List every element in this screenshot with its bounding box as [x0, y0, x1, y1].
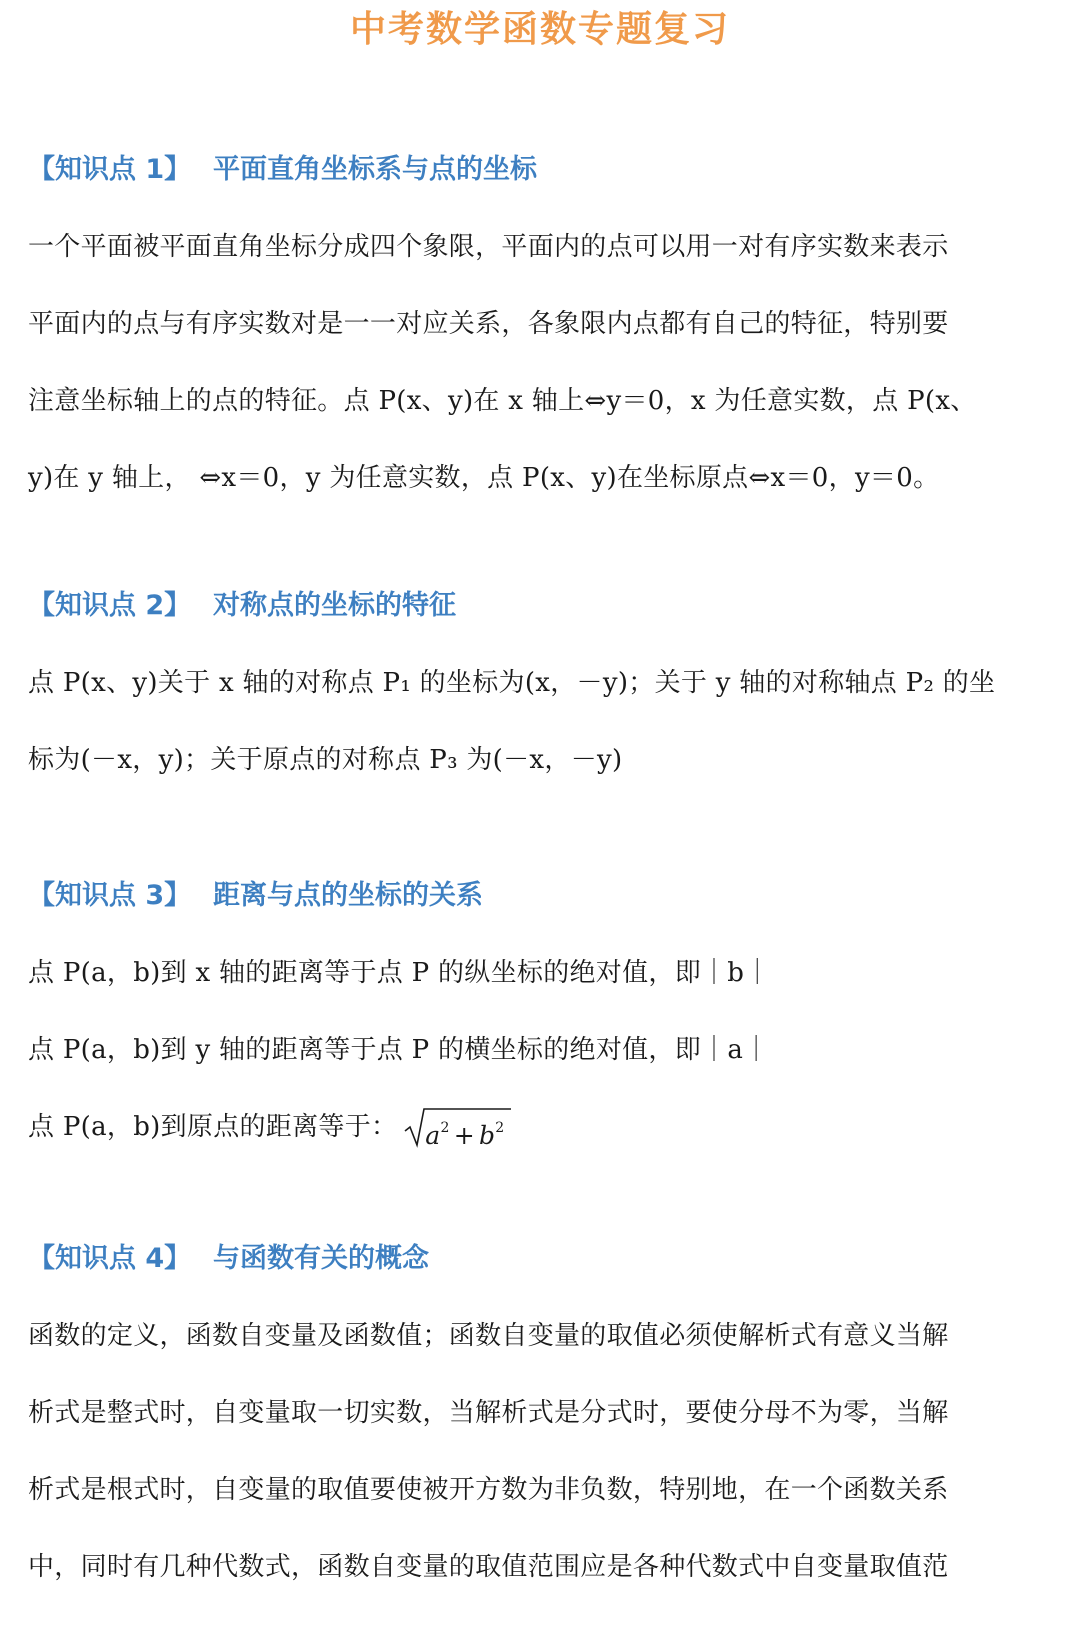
formula-lead-text: 点 P(a，b)到原点的距离等于：: [28, 1112, 398, 1142]
page-title: 中考数学函数专题复习: [349, 9, 730, 50]
formula-plus: +: [453, 1121, 475, 1150]
section-knowledge-1: [28, 150, 1058, 517]
section-knowledge-4: [28, 1239, 1058, 1606]
section-heading: [28, 586, 1058, 626]
paragraph-line: 析式是整式时，自变量取一切实数，当解析式是分式时，要使分母不为零，当解: [28, 1398, 949, 1428]
paragraph-line-formula: [28, 1089, 1058, 1166]
section-heading: [28, 876, 1058, 916]
paragraph-line: 点 P(x、y)关于 x 轴的对称点 P₁ 的坐标为(x，－y)；关于 y 轴的对称轴点 P₂ 的坐: [28, 668, 996, 698]
section-title: 距离与点的坐标的关系: [213, 880, 483, 911]
section-title: 对称点的坐标的特征: [213, 590, 456, 621]
paragraph-line: 点 P(a，b)到 x 轴的距离等于点 P 的纵坐标的绝对值，即｜b｜: [28, 958, 771, 988]
formula-exp-b: 2: [495, 1120, 505, 1136]
paragraph-line: 中，同时有几种代数式，函数自变量的取值范围应是各种代数式中自变量取值范: [28, 1552, 949, 1582]
formula-var-b: b: [478, 1121, 496, 1150]
section-knowledge-2: [28, 586, 1058, 799]
paragraph-line: y)在 y 轴上， ⇔x＝0，y 为任意实数，点 P(x、y)在坐标原点⇔x＝0，y＝0。: [28, 463, 940, 493]
paragraph-line: 注意坐标轴上的点的特征。点 P(x、y)在 x 轴上⇔y＝0，x 为任意实数，点 P(x、: [28, 386, 977, 416]
paragraph-line: 标为(－x，y)；关于原点的对称点 P₃ 为(－x，－y): [28, 745, 623, 775]
paragraph-line: 函数的定义，函数自变量及函数值；函数自变量的取值必须使解析式有意义当解: [28, 1321, 949, 1351]
paragraph-line: 点 P(a，b)到 y 轴的距离等于点 P 的横坐标的绝对值，即｜a｜: [28, 1035, 770, 1065]
section-heading: [28, 150, 1058, 190]
paragraph-line: 析式是根式时，自变量的取值要使被开方数为非负数，特别地，在一个函数关系: [28, 1475, 949, 1505]
sqrt-expression: [425, 1113, 504, 1151]
sqrt-formula: [403, 1107, 513, 1149]
formula-var-a: a: [425, 1121, 441, 1150]
section-tag: 【知识点 4】: [28, 1243, 192, 1274]
section-tag: 【知识点 1】: [28, 154, 192, 185]
paragraph-line: 平面内的点与有序实数对是一一对应关系，各象限内点都有自己的特征，特别要: [28, 309, 949, 339]
paragraph-line: 一个平面被平面直角坐标分成四个象限，平面内的点可以用一对有序实数来表示: [28, 232, 949, 262]
section-knowledge-3: [28, 876, 1058, 1166]
section-heading: [28, 1239, 1058, 1279]
formula-exp-a: 2: [440, 1120, 450, 1136]
section-title: 与函数有关的概念: [213, 1243, 429, 1274]
section-tag: 【知识点 2】: [28, 590, 192, 621]
section-tag: 【知识点 3】: [28, 880, 192, 911]
section-title: 平面直角坐标系与点的坐标: [213, 154, 537, 185]
